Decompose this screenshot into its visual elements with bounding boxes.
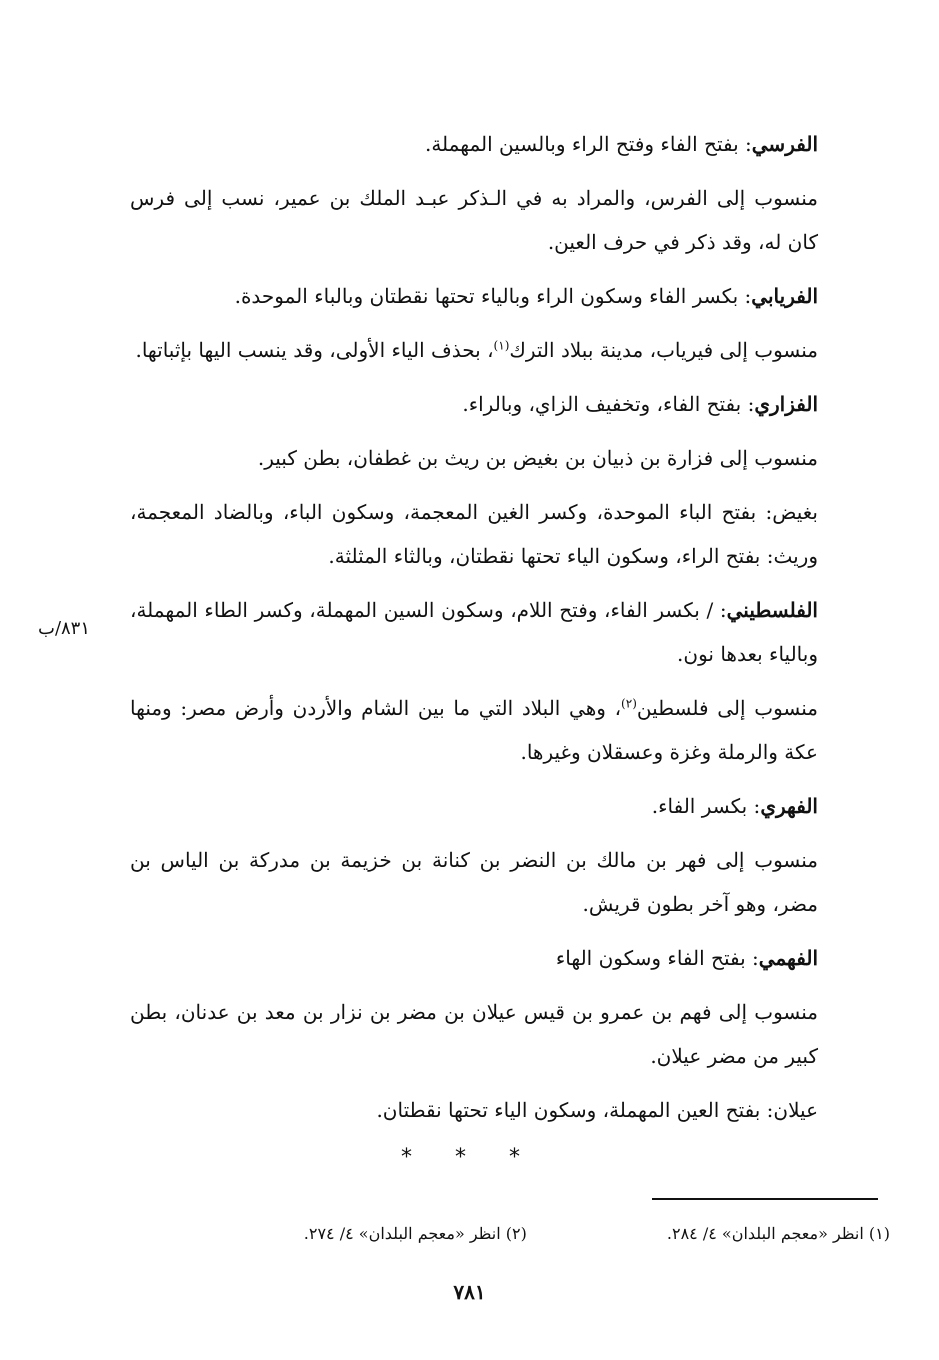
entry-heading <box>130 936 818 980</box>
entry-body-text: منسوب إلى فيرياب، مدينة ببلاد الترك <box>509 338 818 362</box>
entry-term: الفزاري <box>754 392 818 416</box>
entry-definition: : بفتح الفاء وسكون الهاء <box>555 946 759 970</box>
footnote-item: (٢) انظر «معجم البلدان» ٤/ ٢٧٤. <box>303 1224 527 1243</box>
entry-definition: : بفتح الفاء وفتح الراء وبالسين المهملة. <box>424 132 752 156</box>
manuscript-folio-marker: ٨٣١/ب <box>38 618 91 639</box>
entry-heading <box>130 784 818 828</box>
footnote-reference: (١) <box>493 338 510 353</box>
footnote-item: (١) انظر «معجم البلدان» ٤/ ٢٨٤. <box>666 1224 890 1243</box>
entry-body: منسوب إلى فزارة بن ذبيان بن بغيض بن ريث بن غطفان، بطن كبير. <box>257 446 818 470</box>
entry-body-text: ، وهي البلاد التي ما بين الشام والأردن وأرض مصر: ومنها عكة والرملة وغزة وعسقلان وغيرها. <box>130 696 818 764</box>
entry-term: الفرسي <box>751 132 818 156</box>
page-number: ٧٨١ <box>453 1280 486 1304</box>
entry-term: الفهمي <box>758 946 818 970</box>
entry-heading <box>130 588 818 676</box>
main-text <box>130 122 818 1142</box>
entry-body: منسوب إلى فهم بن عمرو بن قيس عيلان بن مضر بن نزار بن معد بن عدنان، بطن كبير من مضر عيلان. <box>130 1000 818 1068</box>
entry-definition: : / بكسر الفاء، وفتح اللام، وسكون السين المهملة، وكسر الطاء المهملة، وبالياء بعدها نون. <box>130 598 818 666</box>
entry-body-text: منسوب إلى فلسطين <box>636 696 818 720</box>
entry-body <box>130 686 818 774</box>
entry-heading <box>130 382 818 426</box>
entry-body: منسوب إلى الفرس، والمراد به في الـذكر عبـد الملك بن عمير، نسب إلى فرس كان له، وقد ذكر في حرف العين. <box>130 186 818 254</box>
entry-note: بغيض: بفتح الباء الموحدة، وكسر الغين المعجمة، وسكون الباء، وبالضاد المعجمة، وريث: بفتح الراء، وسكون الياء تحتها نقطتان، وبالثاء المثلثة. <box>130 500 818 568</box>
footnotes <box>130 1224 890 1243</box>
entry-definition: : بكسر الفاء. <box>651 794 761 818</box>
entry-note: عيلان: بفتح العين المهملة، وسكون الياء تحتها نقطتان. <box>376 1098 818 1122</box>
entry-body-text: ، بحذف الياء الأولى، وقد ينسب اليها بإثباتها. <box>135 338 494 362</box>
entry-term: الفريابي <box>751 284 818 308</box>
entry-term: الفهري <box>760 794 818 818</box>
entry-definition: : بكسر الفاء وسكون الراء وبالياء تحتها نقطتان وبالباء الموحدة. <box>234 284 752 308</box>
entry-heading <box>130 122 818 166</box>
entry-definition: : بفتح الفاء، وتخفيف الزاي، وبالراء. <box>462 392 755 416</box>
entry-body: منسوب إلى فهر بن مالك بن النضر بن كنانة بن خزيمة بن مدركة بن الياس بن مضر، وهو آخر بطون قريش. <box>130 848 818 916</box>
section-separator: * * * <box>401 1145 538 1170</box>
footnote-reference: (٢) <box>621 696 637 711</box>
entry-body <box>130 328 818 372</box>
footnote-divider <box>652 1198 878 1200</box>
entry-heading <box>130 274 818 318</box>
entry-term: الفلسطيني <box>726 598 818 622</box>
